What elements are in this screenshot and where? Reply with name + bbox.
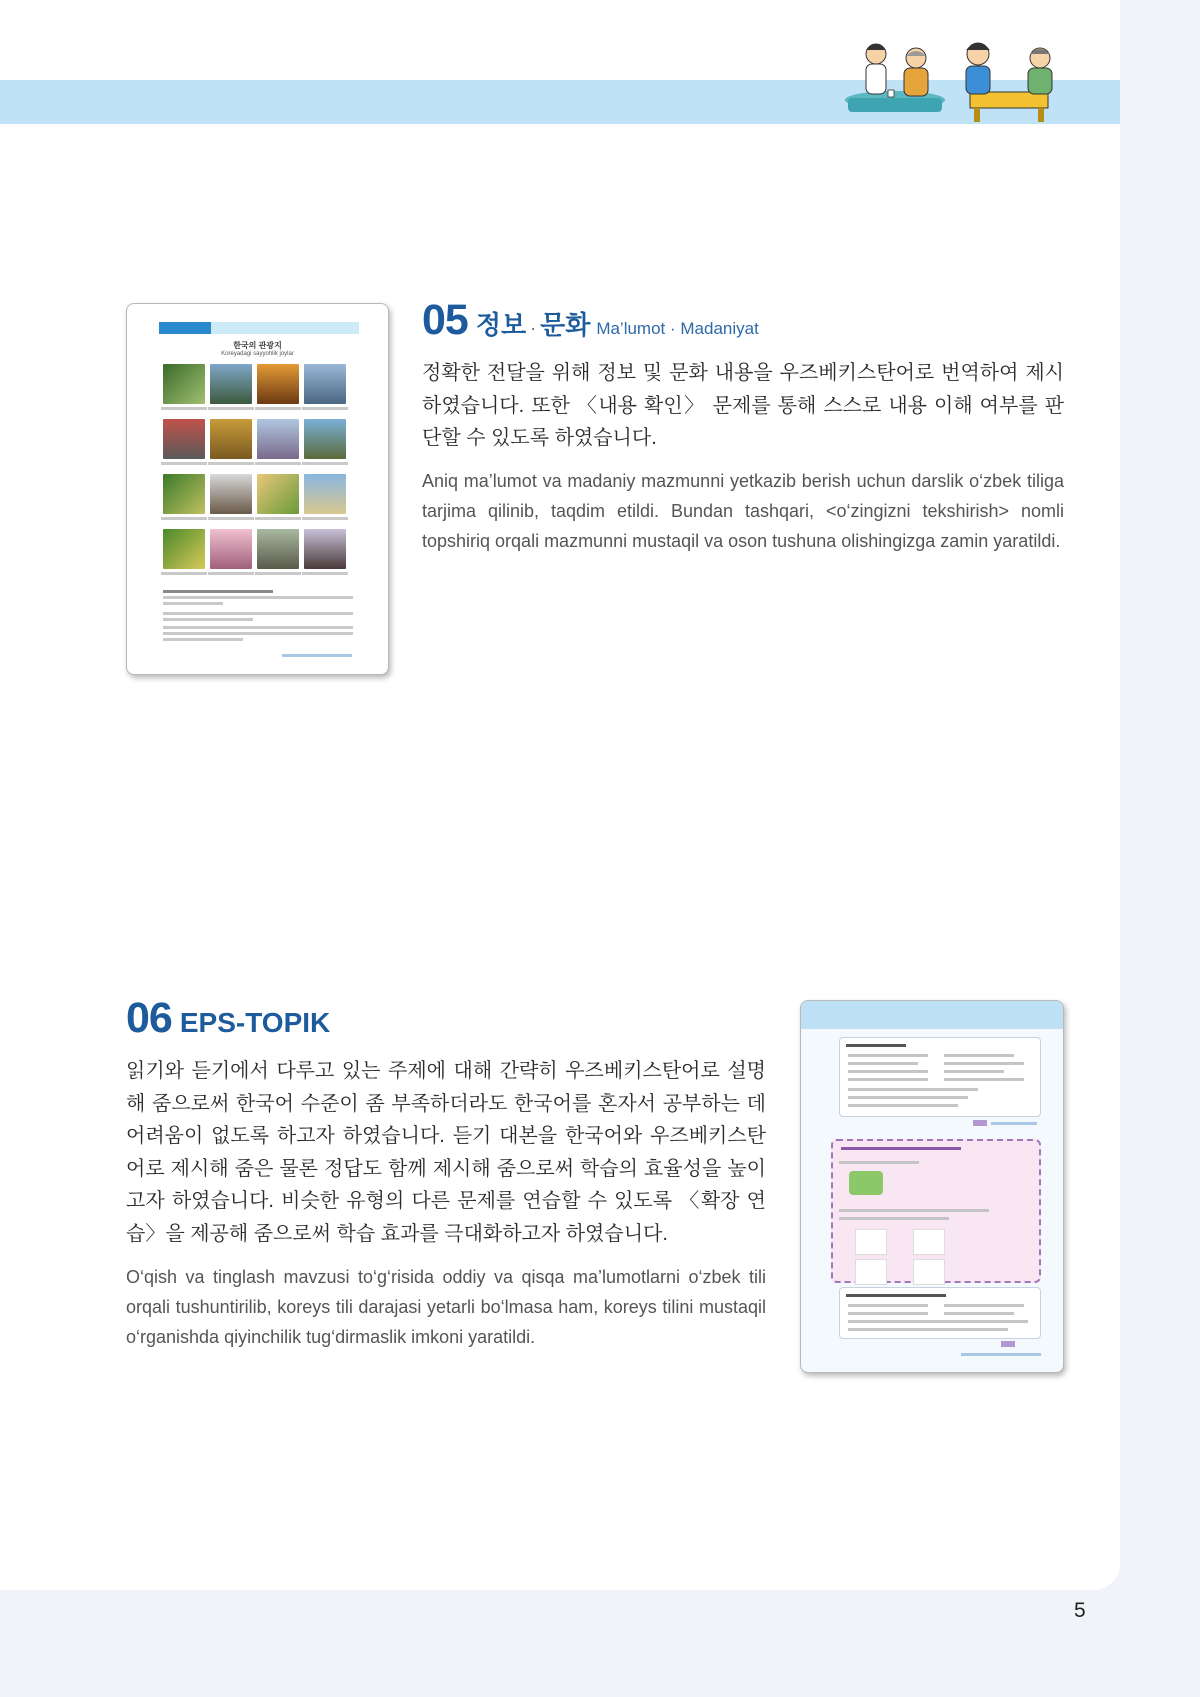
section06-title: [126, 994, 330, 1043]
thumbnail-photo: [163, 419, 205, 459]
eps-topik-page-thumbnail: [800, 1000, 1064, 1373]
thumbnail-photo: [210, 419, 252, 459]
thumbnail-photo: [304, 364, 346, 404]
thumbnail-title-uz: Koreyadagi sayyohlik joylar: [221, 351, 294, 357]
section05-uzbek-text: Aniq ma’lumot va madaniy mazmunni yetkazib berish uchun darslik o‘zbek tiliga tarjima qilinib, taqdim etildi. Bundan tashqari, <o‘zingizni tekshirish> nomli topshiriq orqali mazmunni mustaqil va oson tushuna olishingizga zamin yaratildi.: [422, 471, 1064, 551]
thumbnail-photo: [163, 529, 205, 569]
thumbnail-photo: [257, 474, 299, 514]
section05-title-ko-info: 정보: [475, 310, 527, 340]
culture-page-thumbnail: [126, 303, 389, 675]
thumbnail-photo: [304, 419, 346, 459]
section06-korean-text: 읽기와 듣기에서 다루고 있는 주제에 대해 간략히 우즈베키스탄어로 설명해 줌으로써 한국어 수준이 좀 부족하더라도 한국어를 혼자서 공부하는 데 어려움이 없도록 하고자 하였습니다. 듣기 대본을 한국어와 우즈베키스탄어로 제시해 줌은 물론 정답도 함께 제시해 줌으로써 학습의 효율성을 높이고자 하였습니다. 비슷한 유형의 다른 문제를 연습할 수 있도록 〈확장 연습〉을 제공해 줌으로써 학습 효과를 극대화하고자 하였습니다.: [126, 1060, 766, 1245]
page-number: 5: [1074, 1599, 1086, 1622]
thumbnail-photo: [304, 529, 346, 569]
section05-number: 05: [422, 296, 468, 344]
thumbnail-photo: [257, 364, 299, 404]
section06-number: 06: [126, 994, 172, 1042]
thumbnail-title-ko: 한국의 관광지: [233, 341, 282, 350]
thumbnail-photo: [163, 474, 205, 514]
section05-subtitle-uz: Ma’lumot · Madaniyat: [596, 319, 759, 338]
thumbnail-photo: [257, 419, 299, 459]
thumbnail-photo: [257, 529, 299, 569]
thumbnail-photo: [210, 364, 252, 404]
thumbnail-photo: [210, 529, 252, 569]
section06-title-text: EPS-TOPIK: [179, 1007, 331, 1038]
section05-title: [422, 296, 759, 345]
section06-uzbek-text: O‘qish va tinglash mavzusi to‘g‘risida oddiy va qisqa ma’lumotlarni o‘zbek tili orqali tushuntirilib, koreys tili darajasi yetarli bo‘lmasa ham, koreys tilini mustaqil o‘rganishda qiyinchilik tug‘dirmaslik imkoni yaratildi.: [126, 1267, 766, 1347]
thumbnail-header: [159, 322, 359, 334]
section05-korean-text: 정확한 전달을 위해 정보 및 문화 내용을 우즈베키스탄어로 번역하여 제시하였습니다. 또한 〈내용 확인〉 문제를 통해 스스로 내용 이해 여부를 판단할 수 있도록 하였습니다.: [422, 362, 1064, 449]
thumbnail-photo: [210, 474, 252, 514]
section05-title-ko-culture: 문화: [540, 310, 591, 340]
thumbnail-header: [801, 1001, 1063, 1029]
thumbnail-answer-box: [839, 1287, 1041, 1339]
thumbnail-photo: [304, 474, 346, 514]
thumbnail-practice-box: [831, 1139, 1041, 1283]
people-at-table-illustration: [840, 38, 1070, 124]
title-separator: ·: [530, 318, 537, 338]
thumbnail-script-box: [839, 1037, 1041, 1117]
thumbnail-photo: [163, 364, 205, 404]
